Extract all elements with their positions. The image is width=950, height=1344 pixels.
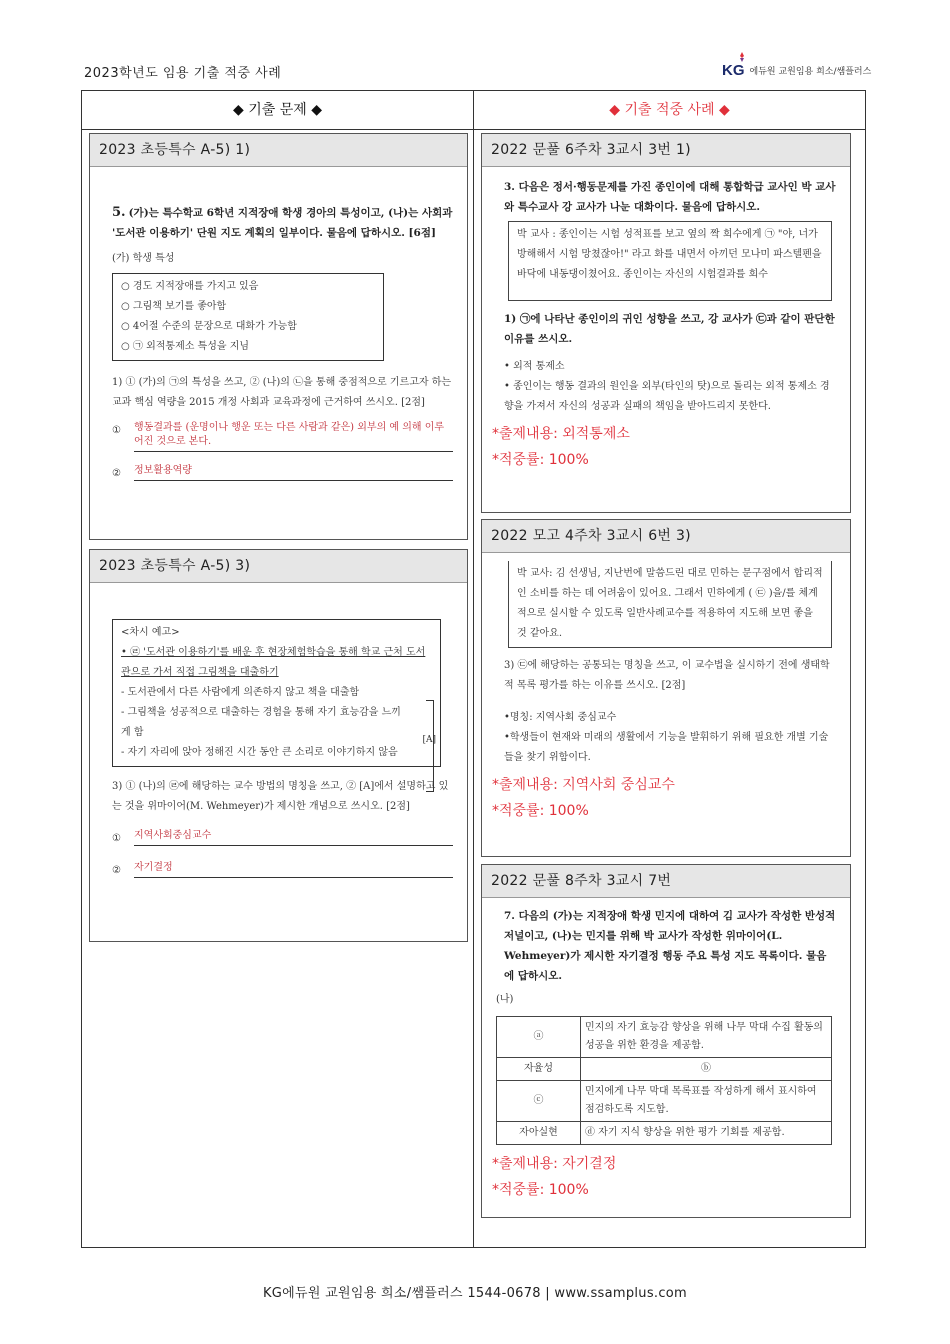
exam-question-card-1 xyxy=(89,133,468,540)
answer-line: •학생들이 현재와 미래의 생활에서 기능을 발휘하기 위해 필요한 개별 기술들을 찾기 위함이다. xyxy=(504,732,829,763)
hit-case-card-1 xyxy=(481,133,851,513)
answer-mark: ① xyxy=(112,425,121,436)
answer-1 xyxy=(112,829,453,849)
question-stem: 7. 다음의 (가)는 지적장애 학생 민지에 대하여 김 교사가 작성한 반성적 저널이고, (나)는 민지를 위해 박 교사가 작성한 위마이어(L. Wehmeyer)가 제시한 자기결정 행동 주요 특성 지도 목록이다. 물음에 답하시오. xyxy=(504,910,836,982)
table-row xyxy=(497,1017,832,1058)
box-line: - 그림책을 성공적으로 대출하는 경험을 통해 자기 효능감을 느끼게 함 xyxy=(121,707,401,738)
dialog-box: 박 교사 : 종인이는 시험 성적표를 보고 옆의 짝 희수에게 ㉠ "야, 너가 방해해서 시험 망쳤잖아!" 라고 화를 내면서 아끼던 모나미 파스텔펜을 바닥에 내동댕이쳤어요. 종인이는 자신의 시험결과를 희수 xyxy=(508,221,832,301)
table-value: 민지에게 나무 막대 목록표를 작성하게 해서 표시하여 점검하도록 지도함. xyxy=(581,1081,832,1122)
answer-2 xyxy=(112,861,453,881)
table-key: 자아실현 xyxy=(497,1122,581,1145)
bracket-label: [A] xyxy=(422,735,436,745)
table-row xyxy=(497,1122,832,1145)
exam-question-card-2 xyxy=(89,549,468,942)
answer-line: • 종인이는 행동 결과의 원인을 외부(타인의 탓)으로 돌리는 외적 통제소 경향을 가져서 자신의 성공과 실패의 책임을 받아드리지 못한다. xyxy=(504,381,830,412)
student-traits-box xyxy=(112,273,384,361)
question-stem: 5. (가)는 특수학교 6학년 지적장애 학생 경아의 특성이고, (나)는 사회과 '도서관 이용하기' 단원 지도 계획의 일부이다. 물음에 답하시오. [6점] xyxy=(112,205,453,239)
header-divider xyxy=(81,129,866,130)
box-line: - 자기 자리에 앉아 정해진 시간 동안 큰 소리로 이야기하지 않음 xyxy=(121,747,398,758)
logo-mark-icon xyxy=(738,52,746,62)
card-title: 2023 초등특수 A-5) 3) xyxy=(90,550,467,583)
answer-line: •명칭: 지역사회 중심교수 xyxy=(504,712,617,723)
question-stem: 3. 다음은 정서·행동문제를 가진 종인이에 대해 통합학급 교사인 박 교사와 특수교사 강 교사가 나눈 대화이다. 물음에 답하시오. xyxy=(504,181,836,213)
right-column-title: ◆ 기출 적중 사례 ◆ xyxy=(609,102,730,118)
box-line: • ㉣ '도서관 이용하기'를 배운 후 현장체험학습을 통해 학교 근처 도서관으로 가서 직접 그림책을 대출하기 xyxy=(121,647,426,678)
hit-case-card-2 xyxy=(481,519,851,857)
trait-line: ○ 경도 지적장애를 가지고 있음 xyxy=(121,281,259,292)
logo-text: 에듀원 교원임용 희소/쌤플러스 xyxy=(749,67,872,78)
result-content: *출제내용: 외적통제소 xyxy=(492,426,630,442)
table-value: ⓑ xyxy=(581,1058,832,1081)
answer-text: 행동결과를 (운명이나 행운 또는 다른 사람과 같은) 외부의 예 의해 이루어진 것으로 본다. xyxy=(134,421,453,452)
box-heading: <차시 예고> xyxy=(121,627,180,638)
self-determination-table xyxy=(496,1016,832,1145)
sub-question: 3) ① (나)의 ㉣에 해당하는 교수 방법의 명칭을 쓰고, ② [A]에서 설명하고 있는 것을 위마이어(M. Wehmeyer)가 제시한 개념으로 쓰시오. [2점] xyxy=(112,781,449,812)
result-rate: *적중률: 100% xyxy=(492,1182,589,1198)
table-key: ⓒ xyxy=(497,1081,581,1122)
answer-line: • 외적 통제소 xyxy=(504,361,565,372)
card-title: 2022 문풀 6주차 3교시 3번 1) xyxy=(482,134,850,167)
table-key: 자율성 xyxy=(497,1058,581,1081)
answer-mark: ② xyxy=(112,865,121,876)
result-rate: *적중률: 100% xyxy=(492,803,589,819)
card-title: 2023 초등특수 A-5) 1) xyxy=(90,134,467,167)
sub-question: 3) ㉢에 해당하는 공통되는 명칭을 쓰고, 이 교수법을 실시하기 전에 생태학적 목록 평가를 하는 이유를 쓰시오. [2점] xyxy=(504,660,830,691)
result-content: *출제내용: 지역사회 중심교수 xyxy=(492,777,675,793)
hit-case-card-3 xyxy=(481,864,851,1218)
answer-text: 자기결정 xyxy=(134,861,453,878)
result-content: *출제내용: 자기결정 xyxy=(492,1156,617,1172)
answer-1 xyxy=(112,421,453,452)
table-value: 민지의 자기 효능감 향상을 위해 나무 막대 수집 활동의 성공을 위한 환경을 제공함. xyxy=(581,1017,832,1058)
column-divider xyxy=(473,90,474,1248)
answer-text: 정보활용역량 xyxy=(134,464,453,481)
table-row xyxy=(497,1081,832,1122)
kg-eduone-logo xyxy=(722,52,871,78)
section-label: (가) 학생 특성 xyxy=(112,253,175,264)
table-row xyxy=(497,1058,832,1081)
page-footer: KG에듀원 교원임용 희소/쌤플러스 1544-0678 | www.ssamplus.com xyxy=(262,1286,688,1301)
card-title: 2022 문풀 8주차 3교시 7번 xyxy=(482,865,850,898)
table-value: ⓓ 자기 지식 향상을 위한 평가 기회를 제공함. xyxy=(581,1122,832,1145)
answer-text: 지역사회중심교수 xyxy=(134,829,453,846)
trait-line: ○ 4어절 수준의 문장으로 대화가 가능함 xyxy=(121,321,297,332)
table-key: ⓐ xyxy=(497,1017,581,1058)
trait-line: ○ ㉠ 외적통제소 특성을 지님 xyxy=(121,341,250,352)
result-rate: *적중률: 100% xyxy=(492,452,589,468)
answer-mark: ② xyxy=(112,468,121,479)
dialog-box: 박 교사: 김 선생님, 지난번에 말씀드린 대로 민하는 문구점에서 합리적인 소비를 하는 데 어려움이 있어요. 그래서 민하에게 ( ㉢ )을/를 체계적으로 실시할 수 있도록 일반사례교수를 적용하여 지도해 보면 좋을 것 같아요. xyxy=(508,561,832,648)
card-title: 2022 모고 4주차 3교시 6번 3) xyxy=(482,520,850,553)
trait-line: ○ 그림책 보기를 좋아함 xyxy=(121,301,227,312)
sub-question: 1) ① (가)의 ㉠의 특성을 쓰고, ② (나)의 ㉡을 통해 중점적으로 기르고자 하는 교과 핵심 역량을 2015 개정 사회과 교육과정에 근거하여 쓰시오. [2점] xyxy=(112,377,452,408)
document-title: 2023학년도 임용 기출 적중 사례 xyxy=(84,66,282,81)
answer-mark: ① xyxy=(112,833,121,844)
box-line: - 도서관에서 다른 사람에게 의존하지 않고 책을 대출함 xyxy=(121,687,360,698)
question-number: 5. xyxy=(112,205,126,220)
lesson-preview-box xyxy=(112,619,441,767)
sub-question: 1) ㉠에 나타난 종인이의 귀인 성향을 쓰고, 강 교사가 ㉢과 같이 판단한 이유를 쓰시오. xyxy=(504,313,835,345)
logo-brand: KG xyxy=(722,62,745,79)
sub-label: (나) xyxy=(496,994,514,1005)
answer-2 xyxy=(112,464,453,484)
left-column-title: ◆ 기출 문제 ◆ xyxy=(233,102,322,118)
